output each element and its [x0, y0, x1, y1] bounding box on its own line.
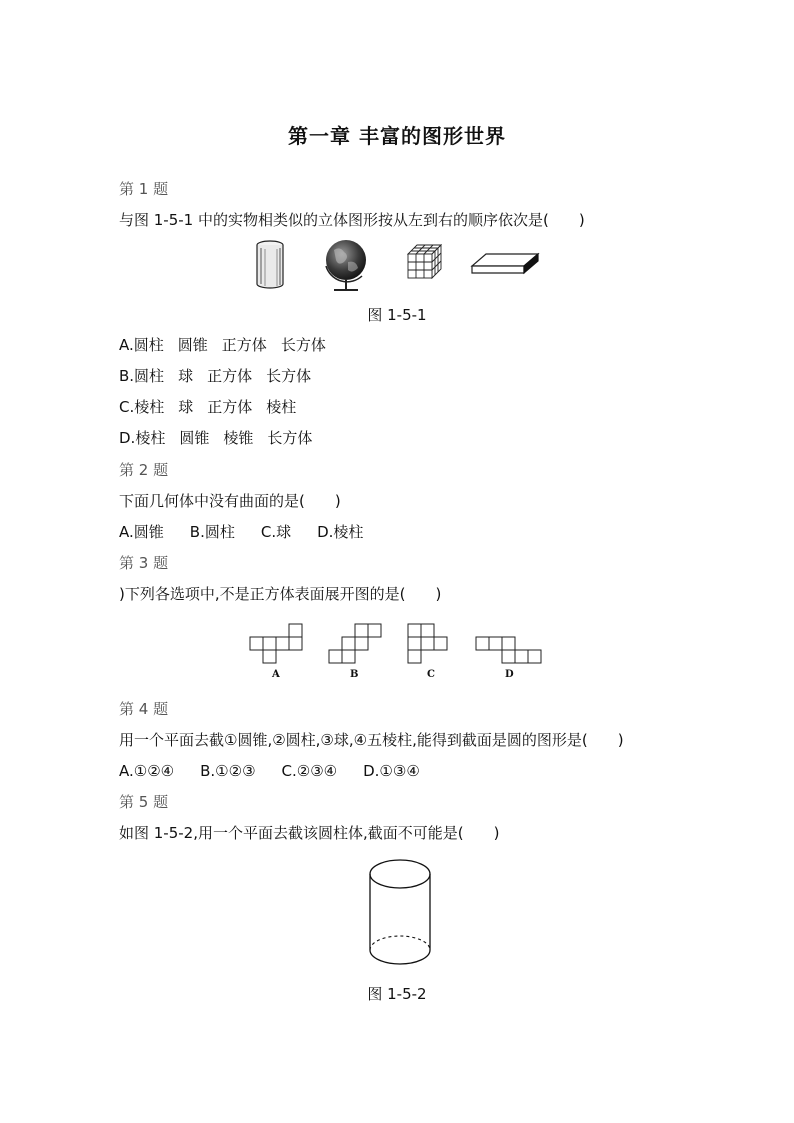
net-a	[250, 624, 302, 663]
question-4-heading: 第 4 题	[119, 700, 169, 718]
cube-nets-figure	[245, 620, 550, 668]
net-label-d: D	[505, 669, 514, 680]
option-text: D.棱柱	[119, 429, 166, 447]
question-2-heading: 第 2 题	[119, 461, 169, 479]
question-3-stem: )下列各选项中,不是正方体表面展开图的是( )	[119, 585, 442, 603]
option-text: 球	[178, 398, 194, 416]
question-5-heading: 第 5 题	[119, 793, 169, 811]
question-4-stem: 用一个平面去截①圆锥,②圆柱,③球,④五棱柱,能得到截面是圆的图形是( )	[119, 731, 624, 749]
question-2-options[interactable]	[119, 522, 377, 542]
option-text: A.圆锥	[119, 523, 164, 541]
option-text: A.①②④	[119, 762, 175, 780]
page-title: 第一章 丰富的图形世界	[288, 124, 506, 148]
option-text: 棱柱	[266, 398, 297, 416]
question-1-heading: 第 1 题	[119, 180, 169, 198]
question-1-option-a[interactable]	[119, 335, 340, 355]
net-label-a: A	[272, 669, 280, 680]
net-b	[329, 624, 381, 663]
option-text: D.①③④	[363, 762, 420, 780]
option-text: C.球	[260, 523, 292, 541]
flat-box-icon	[472, 254, 538, 273]
cylinder-cup-icon	[257, 241, 283, 288]
net-c	[408, 624, 447, 663]
option-text: 圆锥	[177, 336, 208, 354]
option-text: B.圆柱	[119, 367, 165, 385]
option-text: C.棱柱	[119, 398, 165, 416]
option-text: C.②③④	[281, 762, 338, 780]
option-text: B.圆柱	[189, 523, 235, 541]
option-text: B.①②③	[200, 762, 256, 780]
rubik-cube-icon	[408, 245, 441, 278]
net-d	[476, 637, 541, 663]
question-1-option-b[interactable]	[119, 366, 325, 386]
question-1-option-c[interactable]	[119, 397, 310, 417]
question-4-options[interactable]	[119, 761, 434, 781]
option-text: 长方体	[267, 429, 313, 447]
question-2-stem: 下面几何体中没有曲面的是( )	[119, 492, 341, 510]
question-5-stem: 如图 1-5-2,用一个平面去截该圆柱体,截面不可能是( )	[119, 824, 500, 842]
figure-1-5-2-caption: 图 1-5-2	[367, 985, 427, 1003]
option-text: 正方体	[207, 367, 253, 385]
net-label-c: C	[427, 669, 435, 680]
option-text: 长方体	[266, 367, 312, 385]
option-text: D.棱柱	[317, 523, 364, 541]
option-text: 长方体	[280, 336, 326, 354]
figure-1-5-1	[240, 236, 550, 296]
question-1-stem: 与图 1-5-1 中的实物相类似的立体图形按从左到右的顺序依次是( )	[119, 211, 585, 229]
question-3-heading: 第 3 题	[119, 554, 169, 572]
option-text: 正方体	[221, 336, 267, 354]
net-label-b: B	[350, 669, 359, 680]
question-1-option-d[interactable]	[119, 428, 326, 448]
option-text: 正方体	[207, 398, 253, 416]
globe-icon	[326, 240, 366, 290]
option-text: 棱锥	[223, 429, 254, 447]
cylinder-icon	[364, 852, 436, 972]
option-text: 圆锥	[179, 429, 210, 447]
option-text: A.圆柱	[119, 336, 164, 354]
figure-1-5-1-caption: 图 1-5-1	[367, 306, 427, 324]
option-text: 球	[178, 367, 194, 385]
